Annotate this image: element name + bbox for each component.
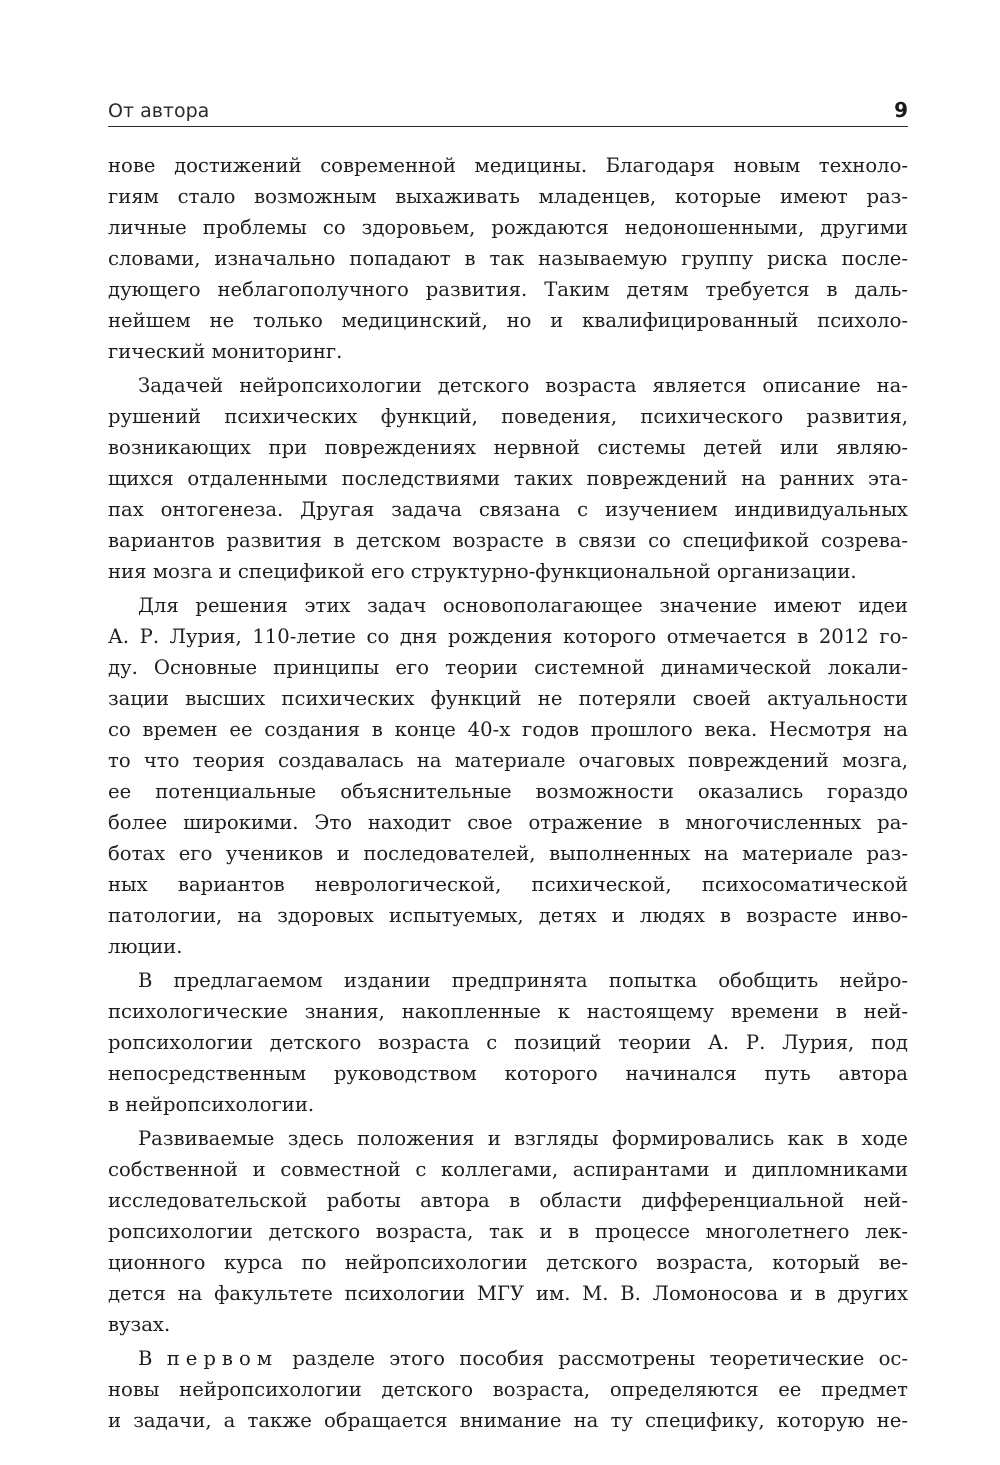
paragraph: [108, 1343, 908, 1436]
text-line: вузах.: [108, 1313, 171, 1336]
text-line: психологические знания, накопленные к настоящему времени в ней-: [108, 1000, 908, 1023]
lead-word: В: [138, 1347, 153, 1370]
text-line: собственной и совместной с коллегами, аспирантами и дипломниками: [108, 1158, 908, 1181]
text-line: то что теория создавалась на материале очаговых повреждений мозга,: [108, 749, 908, 772]
text-line: гиям стало возможным выхаживать младенцев, которые имеют раз-: [108, 185, 908, 208]
paragraph: [108, 150, 908, 367]
text-line: [108, 1343, 908, 1374]
text-line: ния мозга и спецификой его структурно-функциональной организации.: [108, 560, 857, 583]
text-line: ботах его учеников и последователей, выполненных на материале раз-: [108, 842, 908, 865]
text-line: Задачей нейропсихологии детского возраста является описание на-: [138, 374, 908, 397]
text-line: новы нейропсихологии детского возраста, определяются ее предмет: [108, 1378, 908, 1401]
text-line: личные проблемы со здоровьем, рождаются недоношенными, другими: [108, 216, 908, 239]
paragraph: [108, 965, 908, 1120]
text-line: зации высших психических функций не потеряли своей актуальности: [108, 687, 908, 710]
text-line: и задачи, а также обращается внимание на ту специфику, которую не-: [108, 1409, 908, 1432]
text-line: ду. Основные принципы его теории системной динамической локали-: [108, 656, 908, 679]
text-line: ропсихологии детского возраста с позиций теории А. Р. Лурия, под: [108, 1031, 908, 1054]
paragraph: [108, 370, 908, 587]
text-line: в нейропсихологии.: [108, 1093, 315, 1116]
text-line: щихся отдаленными последствиями таких повреждений на ранних эта-: [108, 467, 908, 490]
spaced-emphasis: первом: [166, 1347, 279, 1370]
body-text: [108, 150, 908, 1439]
paragraph: [108, 1123, 908, 1340]
text-line: непосредственным руководством которого начинался путь автора: [108, 1062, 908, 1085]
text-line: пах онтогенеза. Другая задача связана с изучением индивидуальных: [108, 498, 908, 521]
text-line: Развиваемые здесь положения и взгляды формировались как в ходе: [138, 1127, 908, 1150]
text-line: нове достижений современной медицины. Благодаря новым техноло-: [108, 154, 908, 177]
text-line: рушений психических функций, поведения, психического развития,: [108, 405, 908, 428]
section-title: От автора: [108, 100, 210, 122]
text-line: гический мониторинг.: [108, 340, 343, 363]
text-line: патологии, на здоровых испытуемых, детях и людях в возрасте инво-: [108, 904, 908, 927]
text-line: дующего неблагополучного развития. Таким детям требуется в даль-: [108, 278, 908, 301]
text-line: возникающих при повреждениях нервной системы детей или являю-: [108, 436, 908, 459]
text-line: ционного курса по нейропсихологии детского возраста, который ве-: [108, 1251, 908, 1274]
page-number: 9: [894, 98, 908, 122]
text-line: люции.: [108, 935, 183, 958]
text-line: А. Р. Лурия, 110-летие со дня рождения которого отмечается в 2012 го-: [108, 625, 908, 648]
paragraph: [108, 590, 908, 962]
text-line: дется на факультете психологии МГУ им. М. В. Ломоносова и в других: [108, 1282, 908, 1305]
text-line: В предлагаемом издании предпринята попытка обобщить нейро-: [138, 969, 908, 992]
line-rest: разделе этого пособия рассмотрены теоретические ос-: [292, 1347, 908, 1370]
running-header: [108, 98, 908, 127]
text-line: словами, изначально попадают в так называемую группу риска после-: [108, 247, 908, 270]
text-line: ропсихологии детского возраста, так и в процессе многолетнего лек-: [108, 1220, 908, 1243]
text-line: нейшем не только медицинский, но и квалифицированный психоло-: [108, 309, 908, 332]
text-line: ных вариантов неврологической, психической, психосоматической: [108, 873, 908, 896]
text-line: более широкими. Это находит свое отражение в многочисленных ра-: [108, 811, 908, 834]
text-line: исследовательской работы автора в области дифференциальной ней-: [108, 1189, 908, 1212]
text-line: ее потенциальные объяснительные возможности оказались гораздо: [108, 780, 908, 803]
text-line: Для решения этих задач основополагающее значение имеют идеи: [138, 594, 908, 617]
text-line: со времен ее создания в конце 40-х годов прошлого века. Несмотря на: [108, 718, 908, 741]
text-line: вариантов развития в детском возрасте в связи со спецификой созрева-: [108, 529, 908, 552]
